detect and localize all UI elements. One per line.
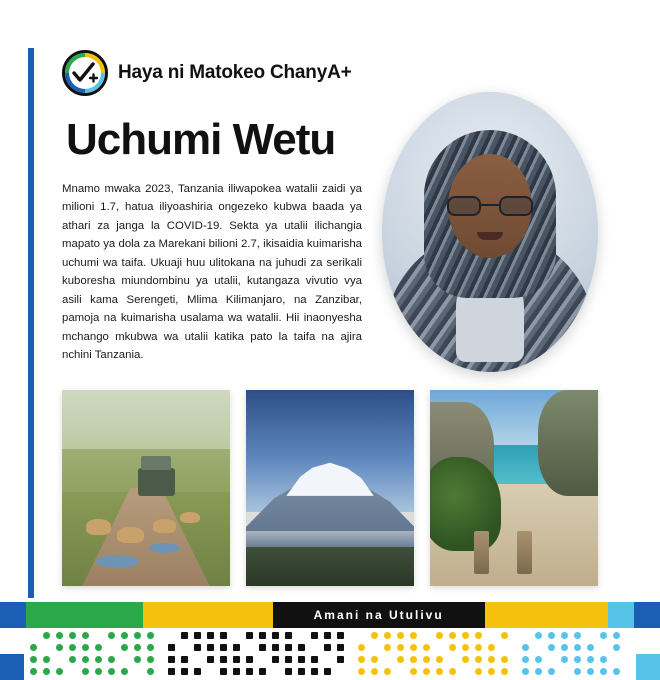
zanzibar-beach-photo: [430, 390, 598, 586]
tagline-band: [273, 602, 485, 628]
footer-tagline: Amani na Utulivu: [313, 608, 444, 622]
check-plus-badge-icon: [62, 50, 108, 96]
photo-gallery: [62, 390, 600, 586]
article-body: Mnamo mwaka 2023, Tanzania iliwapokea watalii zaidi ya milioni 1.7, hatua iliyoashiria ongezeko kubwa baada ya athari za janga la COVID-19. Sekta ya utalii ilichangia mapato ya dola za Marekani bilioni 2.7, ikisaidia kuimarisha uchumi wa taifa. Ukuaji huu ulitokana na juhudi za serikali kuboresha miundombinu ya utalii, kutangaza vivutio vya asili kama Serengeti, Mlima Kilimanjaro, na Zanzibar, pamoja na kuimarisha usalama wa watalii. Hii inaonyesha mchango mkubwa wa utalii katika pato la taifa na ajira nchini Tanzania.: [62, 183, 362, 362]
brand-title: Haya ni Matokeo ChanyA+: [118, 62, 352, 83]
president-portrait: [382, 92, 598, 372]
footer-corner-blue: [0, 654, 24, 680]
color-ribbon: [0, 602, 660, 628]
ribbon-segment-blue-right: [634, 602, 660, 628]
ribbon-segment-yellow-right: [485, 602, 608, 628]
dot-pattern: [0, 628, 660, 680]
check-plus-glyph: [71, 61, 99, 85]
ribbon-segment-blue: [0, 602, 26, 628]
footer-banner: [0, 602, 660, 680]
glasses-icon: [447, 196, 533, 216]
serengeti-safari-photo: [62, 390, 230, 586]
ribbon-segment-cyan: [608, 602, 634, 628]
ribbon-segment-green: [26, 602, 143, 628]
brand-header: [62, 50, 352, 96]
kilimanjaro-photo: [246, 390, 414, 586]
ribbon-segment-yellow-left: [143, 602, 272, 628]
footer-corner-cyan: [636, 654, 660, 680]
page-title: Uchumi Wetu: [66, 115, 336, 164]
left-accent-bar: [28, 48, 34, 598]
